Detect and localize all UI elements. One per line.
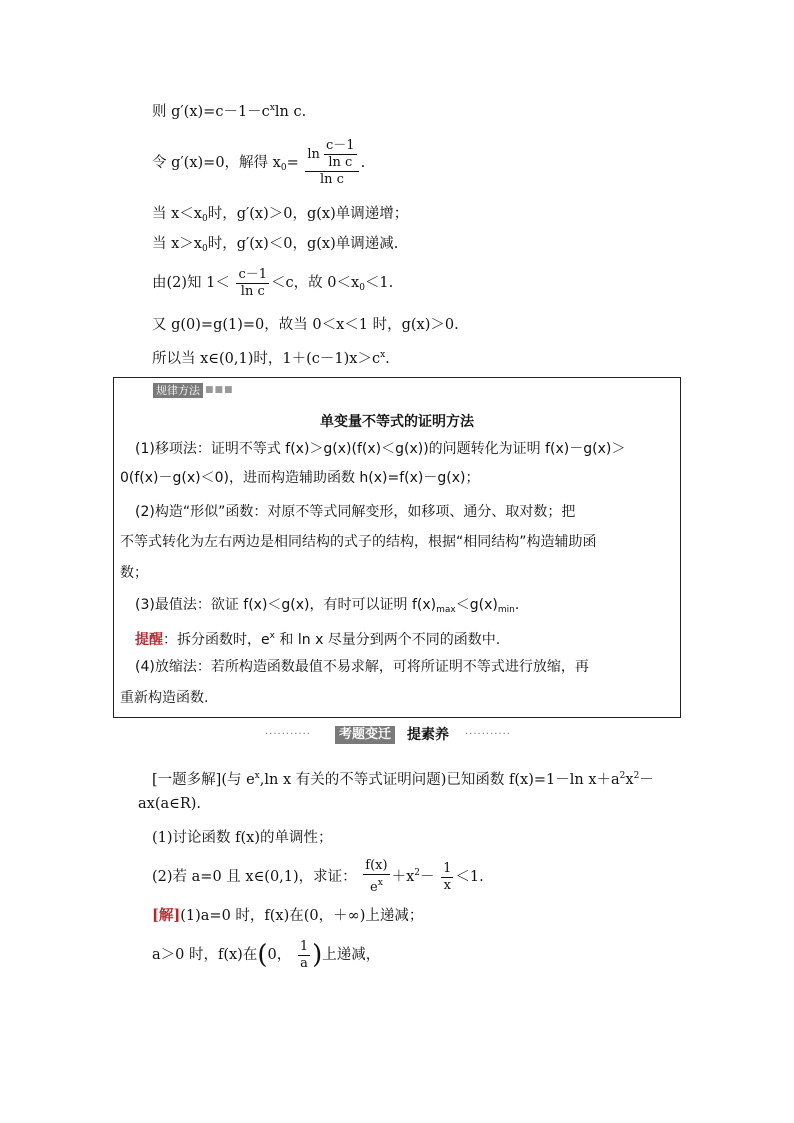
method-tag: 规律方法 xyxy=(153,383,203,398)
divider-dots-right: ··········· xyxy=(465,729,511,740)
problem-statement-line2: ax(a∈R). xyxy=(138,796,202,812)
superscript: 2 xyxy=(414,868,420,878)
superscript: x xyxy=(377,878,383,888)
superscript: x xyxy=(254,771,260,781)
superscript: x xyxy=(269,631,275,641)
fraction-denominator: ln c xyxy=(319,172,344,187)
text: 时，g′(x)＜0，g(x)单调递减. xyxy=(207,236,399,252)
problem-statement-line1 xyxy=(152,766,654,790)
subscript: 0 xyxy=(201,244,208,254)
line-increasing xyxy=(152,204,408,229)
text: ＜1. xyxy=(455,869,484,885)
fraction-numerator: 1 xyxy=(443,860,452,876)
text: 令 g′(x)=0，解得 x xyxy=(152,155,281,171)
text: a＞0 时，f(x)在 xyxy=(152,947,258,963)
text: 当 x＜x xyxy=(152,206,202,222)
superscript: 2 xyxy=(633,771,640,781)
method-title: 单变量不等式的证明方法 xyxy=(320,414,474,430)
fraction-numerator: f(x) xyxy=(365,858,388,873)
text: － xyxy=(639,772,654,788)
line-conclusion xyxy=(152,345,390,369)
method-p4-line1: (4)放缩法：若所构造函数最值不易求解，可将所证明不等式进行放缩，再 xyxy=(135,659,589,675)
method-p1-line2: 0(f(x)－g(x)＜0)，进而构造辅助函数 h(x)=f(x)－g(x)； xyxy=(120,470,480,486)
fraction xyxy=(236,267,269,300)
problem-part2 xyxy=(152,853,484,897)
subscript: 0 xyxy=(359,283,365,293)
tag-dots: ■■■ xyxy=(205,385,234,395)
text: － xyxy=(420,869,435,885)
text: [一题多解](与 e xyxy=(152,772,255,788)
inner-fraction xyxy=(324,138,357,171)
tip-label: 提醒 xyxy=(135,632,163,648)
subscript: 0 xyxy=(280,163,287,173)
method-tip xyxy=(135,626,500,650)
method-p2-line3: 数； xyxy=(120,565,148,581)
text: ln xyxy=(307,147,320,162)
fraction-numerator: c－1 xyxy=(238,266,268,282)
fraction-denominator: a xyxy=(300,955,308,971)
fraction xyxy=(441,861,453,894)
text: = xyxy=(286,155,299,171)
solution-line1 xyxy=(152,906,423,926)
line-critical-point xyxy=(152,133,365,193)
line-bound xyxy=(152,265,393,306)
solution-label: [解] xyxy=(152,907,181,924)
text: 当 x＞x xyxy=(152,236,202,252)
text: ＜1. xyxy=(364,275,394,291)
text: 又 g(0)=g(1)=0，故当 0＜x＜1 时，g(x)＞0. xyxy=(152,317,459,333)
text: . xyxy=(385,351,390,367)
text: 由(2)知 1＜ xyxy=(152,275,230,291)
section-divider xyxy=(265,726,530,746)
text: 上递减， xyxy=(322,947,381,963)
method-p3 xyxy=(135,595,519,620)
text: 0， xyxy=(267,947,292,963)
fraction xyxy=(298,939,310,972)
text: (2)若 a=0 且 x∈(0,1)，求证： xyxy=(152,869,357,885)
subscript: max xyxy=(436,605,456,615)
text: (3)最值法：欲证 f(x)＜g(x)，有时可以证明 f(x) xyxy=(135,597,437,613)
text: 时，g′(x)＞0，g(x)单调递增； xyxy=(207,206,409,222)
method-p1-line1: (1)移项法：证明不等式 f(x)＞g(x)(f(x)＜g(x))的问题转化为证明 f(x)－g(x)＞ xyxy=(135,441,626,457)
superscript: x xyxy=(380,350,386,360)
fraction-denominator xyxy=(363,875,389,896)
text: ,ln x 有关的不等式证明问题)已知函数 f(x)=1－ln x＋a xyxy=(259,772,620,788)
method-p2-line1: (2)构造“形似”函数：对原不等式同解变形，如移项、通分、取对数；把 xyxy=(135,504,576,520)
text: ln c. xyxy=(274,104,307,120)
text: ＜g(x) xyxy=(455,597,498,613)
fraction-denominator: ln c xyxy=(240,283,265,299)
fraction-denominator: x xyxy=(443,877,451,893)
line-derivative xyxy=(152,98,306,122)
inner-denominator: ln c xyxy=(328,155,353,170)
fraction-numerator xyxy=(305,138,358,172)
superscript: x xyxy=(269,103,275,113)
paren-open: ( xyxy=(257,940,268,970)
subscript: 0 xyxy=(201,214,208,224)
paren-close: ) xyxy=(312,940,323,970)
text: . xyxy=(360,155,366,171)
text: ：拆分函数时，e xyxy=(163,632,270,648)
text: (1)a=0 时，f(x)在(0，＋∞)上递减； xyxy=(180,908,424,924)
method-p4-line2: 重新构造函数. xyxy=(120,690,209,706)
fraction xyxy=(305,138,358,188)
inner-numerator: c－1 xyxy=(326,138,355,153)
divider-badge-text: 提素养 xyxy=(407,727,449,743)
line-decreasing xyxy=(152,234,398,259)
text: x xyxy=(625,772,634,788)
divider-badge: 考题变迁 xyxy=(335,726,395,744)
text: e xyxy=(370,880,378,895)
fraction xyxy=(363,858,389,896)
method-p2-line2: 不等式转化为左右两边是相同结构的式子的结构，根据“相同结构”构造辅助函 xyxy=(120,534,597,550)
text: ＋x xyxy=(391,869,415,885)
text: 所以当 x∈(0,1)时，1＋(c－1)x＞c xyxy=(152,351,381,367)
text: 和 ln x 尽量分到两个不同的函数中. xyxy=(274,632,501,648)
fraction-numerator: 1 xyxy=(299,938,309,954)
text: ＜c，故 0＜x xyxy=(271,275,360,291)
line-endpoints xyxy=(152,315,459,335)
text: 则 g′(x)=c－1－c xyxy=(152,104,270,120)
solution-line2 xyxy=(152,935,380,975)
subscript: min xyxy=(497,605,515,615)
superscript: 2 xyxy=(619,771,626,781)
problem-part1: (1)讨论函数 f(x)的单调性； xyxy=(152,830,333,846)
divider-dots-left: ··········· xyxy=(265,729,311,740)
text: . xyxy=(514,597,520,613)
